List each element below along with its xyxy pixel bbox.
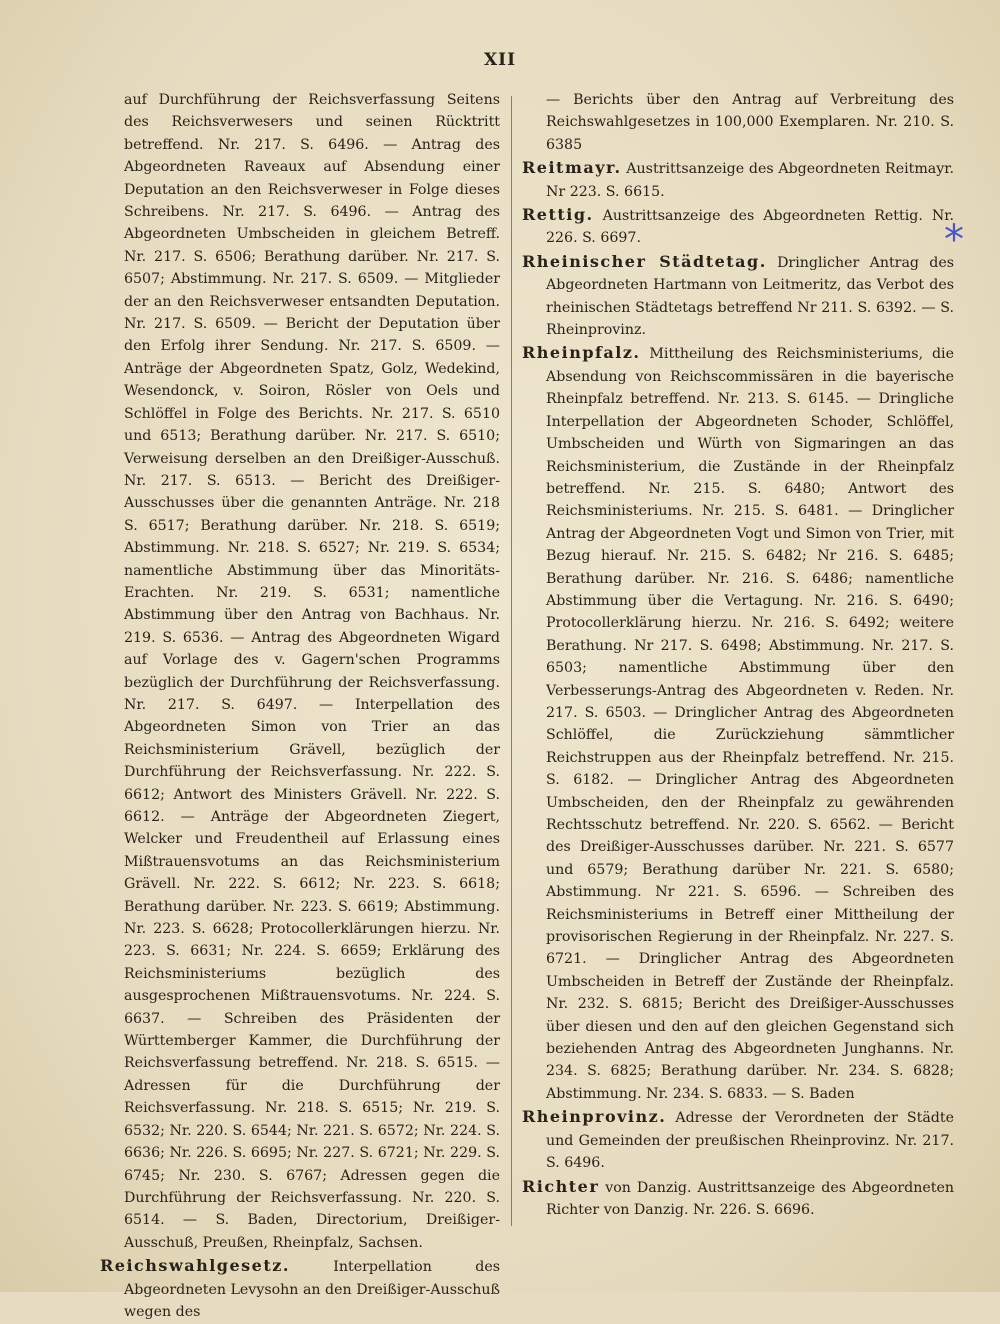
entry-text: Adresse der Verordneten der Städte und Gemeinden der preußischen Rheinprovinz. Nr. 217. S. 6496. <box>546 1110 954 1172</box>
entry-heading: Rheinischer Städtetag. <box>522 251 767 271</box>
entry-text: — Berichts über den Antrag auf Verbreitung des Reichswahlgesetzes in 100,000 Exemplaren. Nr. 210. S. 6385 <box>546 92 954 153</box>
index-entry <box>522 1106 954 1174</box>
ink-asterisk-mark: * <box>944 217 964 263</box>
index-entry <box>522 157 954 203</box>
right-column <box>522 88 954 1222</box>
index-entry <box>522 204 954 250</box>
entry-text: auf Durchführung der Reichsverfassung Seitens des Reichsverwesers und seinen Rücktritt betreffend. Nr. 217. S. 6496. — Antrag des Abgeordneten Raveaux auf Absendung einer Deputation an den Reichsverweser in Folge dieses Schreibens. Nr. 217. S. 6496. — Antrag des Abgeordneten Umbscheiden in gleichem Betreff. Nr. 217. S. 6506; Berathung darüber. Nr. 217. S. 6507; Abstimmung. Nr. 217. S. 6509. — Mitglieder der an den Reichsverweser entsandten Deputation. Nr. 217. S. 6509. — Bericht der Deputation über den Erfolg ihrer Sendung. Nr. 217. S. 6509. — Anträge der Abgeordneten Spatz, Golz, Wedekind, Wesendonck, v. Soiron, Rösler von Oels und Schlöffel in Folge des Berichts. Nr. 217. S. 6510 und 6513; Berathung darüber. Nr. 217. S. 6510; Verweisung derselben an den Dreißiger-Ausschuß. Nr. 217. S. 6513. — Bericht des Dreißiger-Ausschusses über die genannten Anträge. Nr. 218 S. 6517; Berathung darüber. Nr. 218. S. 6519; Abstimmung. Nr. 218. S. 6527; Nr. 219. S. 6534; namentliche Abstimmung über das Minoritäts-Erachten. Nr. 219. S. 6531; namentliche Abstimmung über den Antrag von Bachhaus. Nr. 219. S. 6536. — Antrag des Abgeordneten Wigard auf Vorlage des v. Gagern'schen Programms bezüglich der Durchführung der Reichsverfassung. Nr. 217. S. 6497. — Interpellation des Abgeordneten Simon von Trier an das Reichsministerium Grävell, bezüglich der Durchführung der Reichsverfassung. Nr. 222. S. 6612; Antwort des Ministers Grävell. Nr. 222. S. 6612. — Anträge der Abgeordneten Ziegert, Welcker und Freudentheil auf Erlassung eines Mißtrauensvotums an das Reichsministerium Grävell. Nr. 222. S. 6612; Nr. 223. S. 6618; Berathung darüber. Nr. 223. S. 6619; Abstimmung. Nr. 223. S. 6628; Protocollerklärungen hierzu. Nr. 223. S. 6631; Nr. 224. S. 6659; Erklärung des Reichsministeriums bezüglich des ausgesprochenen Mißtrauensvotums. Nr. 224. S. 6637. — Schreiben des Präsidenten der Württemberger Kammer, die Durchführung der Reichsverfassung betreffend. Nr. 218. S. 6515. — Adressen für die Durchführung der Reichsverfassung. Nr. 218. S. 6515; Nr. 219. S. 6532; Nr. 220. S. 6544; Nr. 221. S. 6572; Nr. 224. S. 6636; Nr. 226. S. 6695; Nr. 227. S. 6721; Nr. 229. S. 6745; Nr. 230. S. 6767; Adressen gegen die Durchführung der Reichsverfassung. Nr. 220. S. 6514. — S. Baden, Directorium, Dreißiger-Ausschuß, Preußen, Rheinpfalz, Sachsen. <box>124 92 500 1251</box>
entry-text: Interpellation des Abgeordneten Levysohn an den Dreißiger-Ausschuß wegen des <box>124 1259 500 1320</box>
entry-heading: Rettig. <box>522 205 594 225</box>
left-column <box>100 88 500 1324</box>
entry-heading: Richter <box>522 1176 600 1196</box>
index-entry <box>522 88 954 156</box>
entry-text: Austrittsanzeige des Abgeordneten Rettig. Nr. 226. S. 6697. <box>546 208 954 247</box>
index-entry <box>100 1255 500 1323</box>
column-divider <box>511 96 512 1226</box>
entry-text: Austrittsanzeige des Abgeordneten Reitmayr. Nr 223. S. 6615. <box>546 161 954 200</box>
entry-heading: Rheinpfalz. <box>522 343 641 363</box>
index-entry <box>522 251 954 342</box>
entry-heading: Rheinprovinz. <box>522 1107 667 1127</box>
entry-text: von Danzig. Austrittsanzeige des Abgeordneten Richter von Danzig. Nr. 226. S. 6696. <box>546 1179 954 1218</box>
index-entry <box>522 342 954 1105</box>
index-entry <box>522 1176 954 1222</box>
entry-heading: Reitmayr. <box>522 158 622 178</box>
entry-text: Mittheilung des Reichsministeriums, die Absendung von Reichscommissären in die bayerische Rheinpfalz betreffend. Nr. 213. S. 6145. — Dringliche Interpellation der Abgeordneten Schoder, Schlöffel, Umbscheiden und Würth von Sigmaringen an das Reichsministerium, die Zustände in der Rheinpfalz betreffend. Nr. 215. S. 6480; Antwort des Reichsministeriums. Nr. 215. S. 6481. — Dringlicher Antrag der Abgeordneten Vogt und Simon von Trier, mit Bezug hierauf. Nr. 215. S. 6482; Nr 216. S. 6485; Berathung darüber. Nr. 216. S. 6486; namentliche Abstimmung über die Vertagung. Nr. 216. S. 6490; Protocollerklärung hierzu. Nr. 216. S. 6492; weitere Berathung. Nr 217. S. 6498; Abstimmung. Nr. 217. S. 6503; namentliche Abstimmung über den Verbesserungs-Antrag des Abgeordneten v. Reden. Nr. 217. S. 6503. — Dringlicher Antrag des Abgeordneten Schlöffel, die Zurückziehung sämmtlicher Reichstruppen aus der Rheinpfalz betreffend. Nr. 215. S. 6182. — Dringlicher Antrag des Abgeordneten Umbscheiden, den der Rheinpfalz zu gewährenden Rechtsschutz betreffend. Nr. 220. S. 6562. — Bericht des Dreißiger-Ausschusses darüber. Nr. 221. S. 6577 und 6579; Berathung darüber Nr. 221. S. 6580; Abstimmung. Nr 221. S. 6596. — Schreiben des Reichsministeriums in Betreff einer Mittheilung der provisorischen Regierung in der Rheinpfalz. Nr. 227. S. 6721. — Dringlicher Antrag des Abgeordneten Umbscheiden in Betreff der Zustände der Rheinpfalz. Nr. 232. S. 6815; Bericht des Dreißiger-Ausschusses über diesen und den auf den gleichen Gegenstand sich beziehenden Antrag des Abgeordneten Junghanns. Nr. 234. S. 6825; Berathung darüber. Nr. 234. S. 6828; Abstimmung. Nr. 234. S. 6833. — S. Baden <box>546 346 954 1102</box>
entry-text: Dringlicher Antrag des Abgeordneten Hartmann von Leitmeritz, das Verbot des rheinischen Städtetags betreffend Nr 211. S. 6392. — S. Rheinprovinz. <box>546 254 954 339</box>
entry-heading: Reichswahlgesetz. <box>100 1256 290 1276</box>
index-entry <box>100 88 500 1254</box>
page-number: XII <box>483 50 517 70</box>
